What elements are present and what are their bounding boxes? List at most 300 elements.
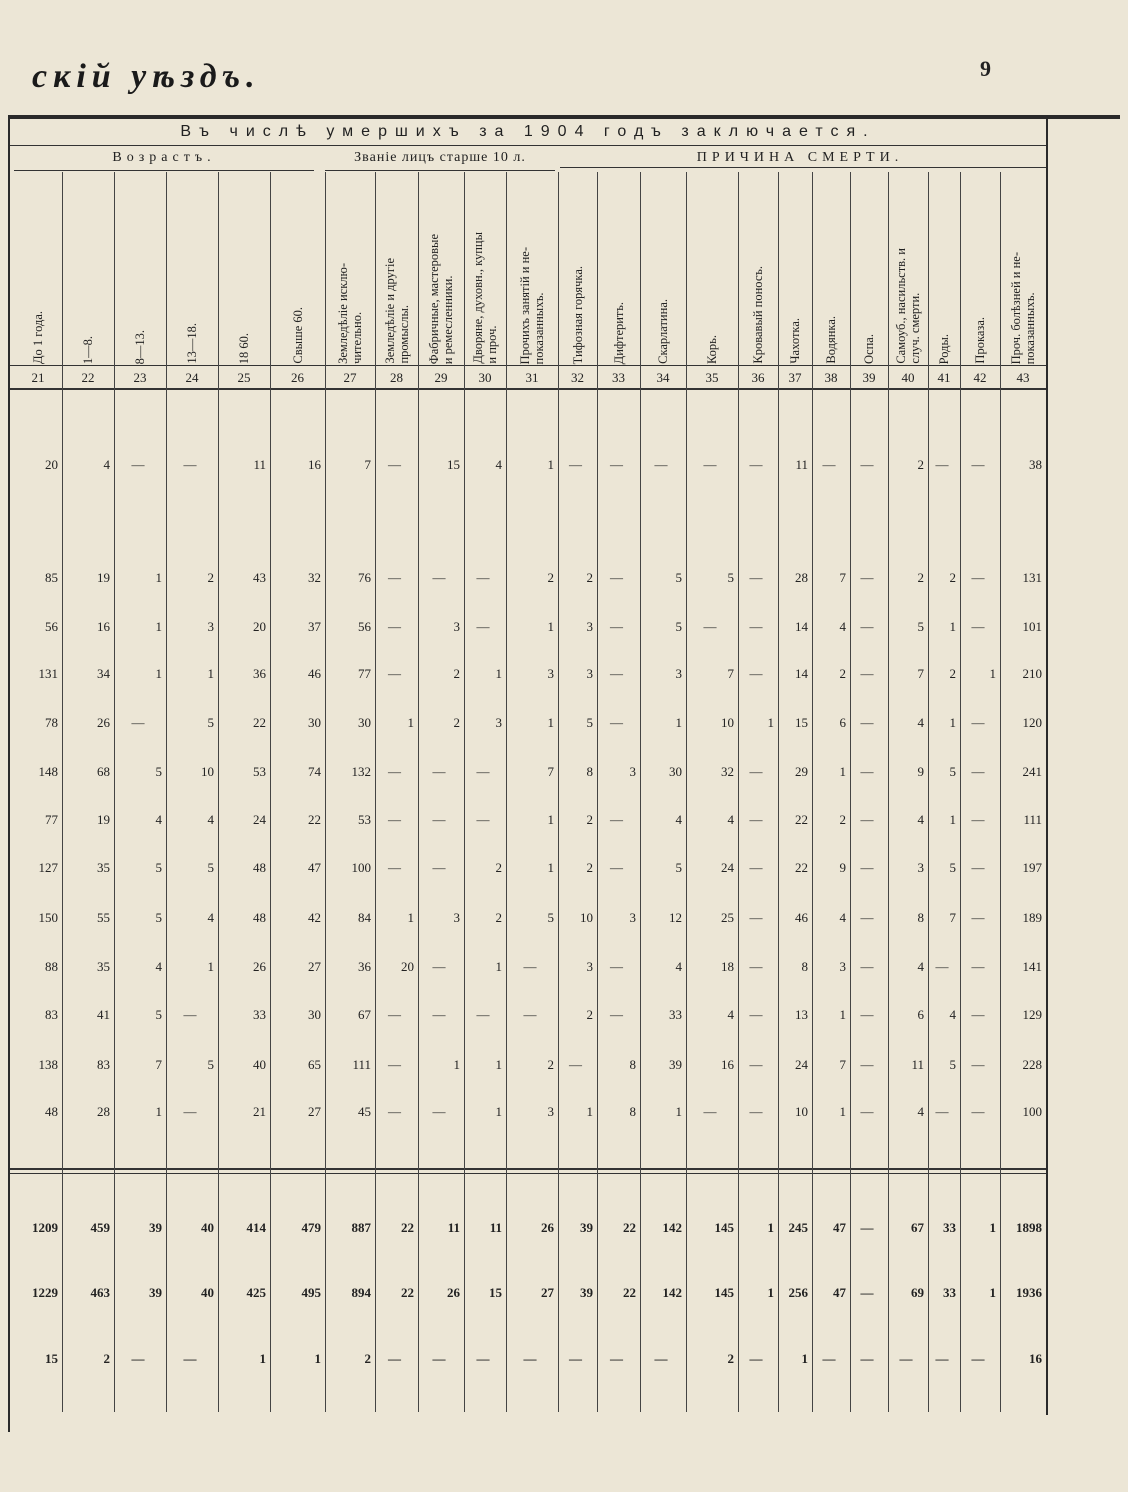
table-cell: 8 — [586, 764, 593, 779]
table-cell: — — [388, 860, 401, 875]
table-cell: — — [388, 619, 401, 634]
table-cell: 10 — [201, 764, 214, 779]
table-cell: — — [971, 619, 985, 634]
table-cell: — — [476, 619, 490, 634]
column-header — [778, 172, 812, 364]
table-row — [0, 957, 1128, 977]
table-cell: 14 — [795, 619, 808, 634]
table-cell: — — [610, 860, 623, 875]
table-cell: 101 — [1022, 619, 1042, 634]
table-cell: 19 — [97, 570, 110, 585]
table-cell: 48 — [253, 860, 266, 875]
table-cell: 1 — [989, 1220, 996, 1235]
table-cell: — — [388, 1351, 401, 1366]
table-cell: 40 — [201, 1285, 214, 1300]
column-number: 30 — [478, 370, 492, 385]
column-number: 25 — [237, 370, 251, 385]
column-number: 26 — [291, 370, 304, 385]
column-number: 27 — [343, 370, 357, 385]
table-cell: — — [749, 860, 763, 875]
table-cell: — — [388, 457, 401, 472]
table-cell: 30 — [358, 715, 371, 730]
table-cell: 5 — [207, 860, 214, 875]
table-cell: — — [388, 1057, 401, 1072]
table-cell: 8 — [629, 1104, 636, 1119]
table-cell: 16 — [1029, 1351, 1042, 1366]
column-number: 34 — [656, 370, 670, 385]
table-cell: 1 — [801, 1351, 808, 1366]
table-cell: 131 — [1022, 570, 1042, 585]
table-cell: 46 — [308, 666, 321, 681]
table-cell: 1 — [207, 666, 214, 681]
table-row — [0, 1005, 1128, 1025]
table-cell: — — [610, 812, 623, 827]
table-cell: 22 — [795, 812, 808, 827]
table-cell: — — [860, 1351, 874, 1366]
table-cell: 12 — [669, 910, 682, 925]
table-cell: 20 — [45, 457, 58, 472]
table-cell: 16 — [97, 619, 110, 634]
table-cell: — — [971, 1007, 985, 1022]
table-cell: 22 — [795, 860, 808, 875]
table-cell: 5 — [155, 910, 162, 925]
table-cell: 16 — [308, 457, 321, 472]
table-cell: — — [860, 1285, 874, 1300]
table-cell: 2 — [586, 570, 593, 585]
table-cell: 2 — [949, 666, 956, 681]
table-row — [0, 908, 1128, 928]
table-row — [0, 762, 1128, 782]
table-cell: 77 — [358, 666, 371, 681]
table-cell: 83 — [97, 1057, 110, 1072]
table-cell: 33 — [253, 1007, 266, 1022]
column-header — [850, 172, 888, 364]
table-cell: — — [749, 1104, 763, 1119]
column-header-label: Скарлатина. — [656, 299, 670, 364]
table-cell: 28 — [795, 570, 808, 585]
table-cell: 2 — [839, 812, 846, 827]
column-number: 28 — [390, 370, 403, 385]
table-cell: 83 — [45, 1007, 58, 1022]
table-cell: — — [749, 1007, 763, 1022]
table-cell: — — [971, 812, 985, 827]
table-cell: — — [183, 1104, 197, 1119]
table-cell: 21 — [253, 1104, 266, 1119]
table-cell: 1229 — [32, 1285, 58, 1300]
table-cell: 37 — [308, 619, 321, 634]
table-cell: — — [749, 1057, 763, 1072]
table-cell: 29 — [795, 764, 808, 779]
table-cell: — — [432, 570, 446, 585]
table-cell: 5 — [949, 1057, 956, 1072]
column-number: 22 — [81, 370, 95, 385]
table-cell: 1 — [155, 619, 162, 634]
table-row — [0, 713, 1128, 733]
table-cell: 39 — [149, 1285, 162, 1300]
totals-row — [0, 1283, 1128, 1303]
table-cell: 10 — [721, 715, 734, 730]
table-cell: — — [749, 959, 763, 974]
table-cell: — — [432, 959, 446, 974]
table-cell: — — [432, 1351, 446, 1366]
table-cell: 111 — [1023, 812, 1042, 827]
table-cell: 7 — [917, 666, 924, 681]
column-number: 36 — [751, 370, 765, 385]
table-cell: 3 — [586, 619, 593, 634]
table-cell: 5 — [675, 860, 682, 875]
table-cell: 20 — [253, 619, 266, 634]
table-cell: — — [860, 959, 874, 974]
table-cell: 10 — [795, 1104, 808, 1119]
table-cell: 42 — [308, 910, 321, 925]
column-header-label: Прочихъ занятій и не- показанныхъ. — [518, 246, 546, 364]
table-cell: 4 — [675, 812, 682, 827]
table-cell: 74 — [308, 764, 321, 779]
table-cell: 68 — [97, 764, 110, 779]
table-cell: 13 — [795, 1007, 808, 1022]
table-cell: 85 — [45, 570, 58, 585]
table-row — [0, 810, 1128, 830]
table-cell: 1 — [989, 1285, 996, 1300]
table-cell: 24 — [795, 1057, 808, 1072]
table-cell: 47 — [833, 1285, 846, 1300]
table-cell: — — [183, 1351, 197, 1366]
table-cell: 25 — [721, 910, 734, 925]
table-cell: 1 — [407, 715, 414, 730]
table-cell: 100 — [351, 860, 371, 875]
table-cell: 4 — [675, 959, 682, 974]
table-cell: 150 — [38, 910, 58, 925]
table-cell: 3 — [917, 860, 924, 875]
table-cell: 3 — [207, 619, 214, 634]
table-cell: 5 — [675, 570, 682, 585]
table-cell: 1 — [155, 570, 162, 585]
table-cell: 127 — [38, 860, 58, 875]
table-cell: 5 — [207, 715, 214, 730]
table-cell: — — [899, 1351, 913, 1366]
table-cell: — — [935, 959, 949, 974]
table-cell: — — [749, 619, 763, 634]
table-cell: 1 — [495, 1104, 502, 1119]
table-cell: 39 — [669, 1057, 682, 1072]
table-cell: 2 — [495, 910, 502, 925]
table-cell: 3 — [495, 715, 502, 730]
table-cell: — — [971, 1351, 985, 1366]
table-cell: 100 — [1022, 1104, 1042, 1119]
table-cell: 3 — [453, 910, 460, 925]
column-header — [597, 172, 640, 364]
table-cell: 67 — [911, 1220, 924, 1235]
table-cell: — — [971, 860, 985, 875]
table-cell: 4 — [103, 457, 110, 472]
table-cell: — — [860, 715, 874, 730]
table-cell: — — [971, 457, 985, 472]
table-cell: 22 — [401, 1285, 414, 1300]
table-cell: 8 — [801, 959, 808, 974]
table-cell: 4 — [727, 812, 734, 827]
column-number: 23 — [133, 370, 147, 385]
table-cell: — — [935, 1104, 949, 1119]
table-cell: — — [432, 1104, 446, 1119]
column-header-label: Самоуб., насильств. и случ. смерти. — [894, 248, 922, 364]
table-cell: 6 — [839, 715, 846, 730]
column-number: 38 — [824, 370, 838, 385]
table-cell: — — [610, 619, 623, 634]
table-cell: 2 — [453, 715, 460, 730]
table-cell: 53 — [253, 764, 266, 779]
column-number: 41 — [937, 370, 951, 385]
table-cell: — — [749, 1351, 763, 1366]
table-cell: 148 — [38, 764, 58, 779]
table-cell: 4 — [207, 812, 214, 827]
table-cell: 4 — [839, 910, 846, 925]
table-cell: 5 — [547, 910, 554, 925]
column-header-label: До 1 года. — [31, 310, 45, 364]
group-age: Возрастъ. — [112, 150, 216, 165]
table-cell: 138 — [38, 1057, 58, 1072]
table-cell: 2 — [495, 860, 502, 875]
table-cell: 1 — [989, 666, 996, 681]
table-cell: 9 — [917, 764, 924, 779]
table-cell: 2 — [364, 1351, 371, 1366]
table-cell: — — [610, 570, 623, 585]
table-cell: — — [703, 619, 717, 634]
table-cell: — — [749, 910, 763, 925]
table-cell: 22 — [623, 1220, 636, 1235]
table-cell: — — [654, 1351, 668, 1366]
column-header-label: Фабричные, мастеровые и ремесленники. — [427, 233, 455, 364]
table-cell: — — [860, 1007, 874, 1022]
table-cell: 7 — [727, 666, 734, 681]
column-header-label: Земледѣліе и другіе промыслы. — [382, 258, 411, 364]
table-cell: 8 — [629, 1057, 636, 1072]
table-row — [0, 617, 1128, 637]
table-cell: 887 — [351, 1220, 371, 1235]
table-cell: 4 — [917, 959, 924, 974]
table-cell: — — [388, 1104, 401, 1119]
totals-row — [0, 1218, 1128, 1238]
table-cell: 4 — [917, 1104, 924, 1119]
table-cell: 19 — [97, 812, 110, 827]
table-cell: — — [131, 1351, 145, 1366]
table-cell: — — [860, 619, 874, 634]
table-cell: 1 — [259, 1351, 266, 1366]
table-cell: — — [610, 715, 623, 730]
table-cell: 2 — [727, 1351, 734, 1366]
table-cell: 47 — [308, 860, 321, 875]
column-header-label: Дворяне, духовн., купцы и проч. — [471, 232, 499, 364]
table-cell: — — [860, 812, 874, 827]
table-cell: 1 — [839, 1104, 846, 1119]
table-cell: 228 — [1022, 1057, 1042, 1072]
table-cell: — — [183, 1007, 197, 1022]
group-rank-underline — [325, 170, 555, 171]
table-cell: 24 — [721, 860, 734, 875]
table-cell: — — [749, 812, 763, 827]
column-header — [686, 172, 738, 364]
caption-divider — [10, 145, 1046, 146]
column-header — [558, 172, 597, 364]
table-cell: — — [388, 570, 401, 585]
column-header-label: Дифтеритъ. — [611, 301, 626, 364]
table-cell: — — [569, 1351, 582, 1366]
column-header — [506, 172, 558, 364]
group-rank: Званіе лицъ старше 10 л. — [354, 150, 526, 165]
table-cell: 414 — [246, 1220, 266, 1235]
table-cell: — — [749, 570, 763, 585]
table-cell: 3 — [675, 666, 682, 681]
column-header — [464, 172, 506, 364]
column-header — [888, 172, 928, 364]
table-cell: 1 — [675, 1104, 682, 1119]
table-cell: 1 — [495, 1057, 502, 1072]
table-cell: 3 — [586, 666, 593, 681]
table-cell: 5 — [949, 860, 956, 875]
table-cell: 1 — [155, 1104, 162, 1119]
table-cell: 4 — [207, 910, 214, 925]
table-cell: 245 — [788, 1220, 808, 1235]
table-cell: — — [476, 570, 490, 585]
table-cell: 11 — [253, 457, 266, 472]
table-cell: 3 — [547, 666, 554, 681]
table-cell: 88 — [45, 959, 58, 974]
column-number: 35 — [705, 370, 719, 385]
table-cell: 3 — [453, 619, 460, 634]
table-row — [0, 664, 1128, 684]
table-cell: — — [569, 457, 582, 472]
table-cell: 56 — [45, 619, 58, 634]
table-cell: — — [971, 1104, 985, 1119]
table-cell: — — [860, 1220, 874, 1235]
table-cell: 1 — [547, 860, 554, 875]
table-cell: — — [610, 1351, 623, 1366]
table-cell: — — [131, 715, 145, 730]
table-row — [0, 858, 1128, 878]
table-cell: 10 — [580, 910, 593, 925]
table-cell: 1 — [207, 959, 214, 974]
column-header-label: Кровавый поносъ. — [751, 266, 765, 364]
table-cell: — — [860, 1057, 874, 1072]
column-number: 39 — [862, 370, 876, 385]
table-cell: 241 — [1022, 764, 1042, 779]
table-cell: 4 — [949, 1007, 956, 1022]
table-cell: 35 — [97, 959, 110, 974]
table-cell: 7 — [839, 570, 846, 585]
table-cell: 1 — [949, 715, 956, 730]
table-cell: 7 — [839, 1057, 846, 1072]
column-number: 31 — [525, 370, 539, 385]
column-number: 40 — [901, 370, 915, 385]
table-cell: 48 — [45, 1104, 58, 1119]
table-cell: 22 — [308, 812, 321, 827]
table-cell: 2 — [453, 666, 460, 681]
table-cell: 8 — [917, 910, 924, 925]
table-cell: 36 — [358, 959, 371, 974]
table-cell: 495 — [301, 1285, 321, 1300]
table-cell: 55 — [97, 910, 110, 925]
table-cell: — — [860, 457, 874, 472]
table-cell: 26 — [253, 959, 266, 974]
table-cell: 197 — [1022, 860, 1042, 875]
column-header-label: 18 60. — [237, 332, 251, 364]
column-header — [960, 172, 1000, 364]
table-cell: 39 — [149, 1220, 162, 1235]
table-cell: 142 — [662, 1285, 682, 1300]
column-header — [738, 172, 778, 364]
table-cell: 27 — [541, 1285, 554, 1300]
column-header — [325, 172, 375, 364]
table-cell: — — [569, 1057, 582, 1072]
table-cell: 1 — [767, 1285, 774, 1300]
group-cause: ПРИЧИНА СМЕРТИ. — [696, 150, 904, 165]
table-cell: 4 — [727, 1007, 734, 1022]
table-cell: 2 — [547, 1057, 554, 1072]
column-header-label: Чахотка. — [788, 318, 802, 364]
table-cell: 39 — [580, 1285, 593, 1300]
table-row — [0, 455, 1128, 475]
table-cell: 2 — [949, 570, 956, 585]
column-header-label: Проказа. — [973, 317, 987, 364]
column-header-label: Оспа. — [862, 334, 876, 364]
table-cell: 1 — [547, 457, 554, 472]
table-cell: 39 — [580, 1220, 593, 1235]
table-cell: 1 — [547, 715, 554, 730]
table-cell: 894 — [351, 1285, 371, 1300]
table-cell: 34 — [97, 666, 110, 681]
totals-row — [0, 1349, 1128, 1369]
table-cell: 1 — [949, 619, 956, 634]
table-cell: — — [935, 457, 949, 472]
column-header — [418, 172, 464, 364]
table-cell: 9 — [839, 860, 846, 875]
table-cell: 1 — [155, 666, 162, 681]
table-cell: 3 — [586, 959, 593, 974]
table-cell: 26 — [541, 1220, 554, 1235]
table-cell: 38 — [1029, 457, 1042, 472]
table-cell: 2 — [586, 1007, 593, 1022]
table-cell: 1 — [495, 959, 502, 974]
column-header — [375, 172, 418, 364]
table-cell: — — [971, 1057, 985, 1072]
table-cell: 4 — [839, 619, 846, 634]
column-number: 33 — [612, 370, 625, 385]
table-cell: — — [388, 666, 401, 681]
table-cell: 5 — [155, 764, 162, 779]
column-header-label: 8—13. — [133, 329, 147, 364]
table-cell: — — [476, 764, 490, 779]
table-cell: 1 — [314, 1351, 321, 1366]
table-cell: 78 — [45, 715, 58, 730]
table-cell: 1 — [495, 666, 502, 681]
column-header — [218, 172, 270, 364]
table-cell: 2 — [839, 666, 846, 681]
table-cell: — — [749, 666, 763, 681]
table-cell: — — [971, 764, 985, 779]
table-cell: 33 — [943, 1285, 956, 1300]
table-cell: — — [388, 1007, 401, 1022]
table-cell: 32 — [721, 764, 734, 779]
table-cell: 3 — [547, 1104, 554, 1119]
table-cell: 11 — [489, 1220, 502, 1235]
table-cell: — — [432, 1007, 446, 1022]
table-cell: — — [388, 764, 401, 779]
column-number: 24 — [185, 370, 199, 385]
table-cell: 7 — [364, 457, 371, 472]
column-header — [1000, 172, 1046, 364]
table-cell: 7 — [949, 910, 956, 925]
table-cell: — — [971, 959, 985, 974]
table-cell: — — [476, 1007, 490, 1022]
